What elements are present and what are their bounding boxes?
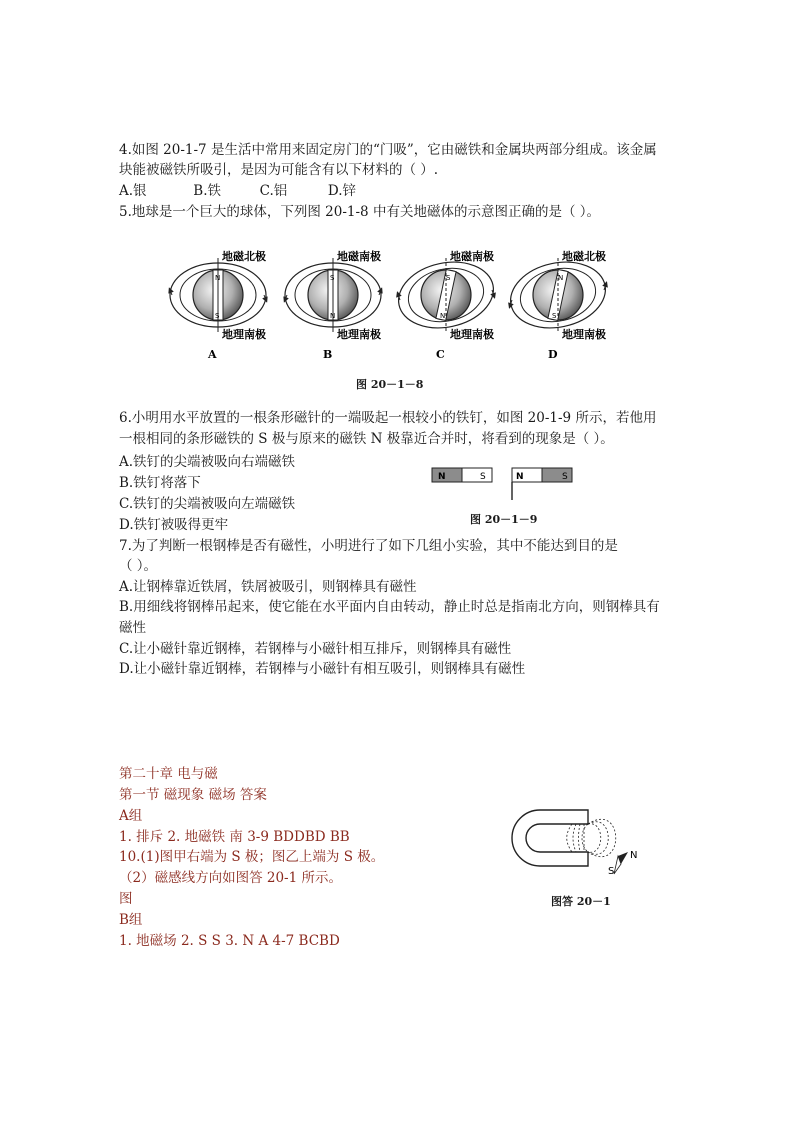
q4-option-c: C.铝 [259,183,288,199]
diagram-c-magnet-bottom: N [440,312,446,320]
q7-option-b-line-1: B.用细线将钢棒吊起来，使它能在水平面内自由转动，静止时总是指南北方向，则钢棒具有 [119,599,660,615]
q4-option-d: D.锌 [327,183,357,199]
q7-option-a: A.让钢棒靠近铁屑，铁屑被吸引，则钢棒具有磁性 [119,579,417,595]
diagram-a-magnet-top: N [215,274,221,282]
q6-line-1: 6.小明用水平放置的一根条形磁针的一端吸起一根较小的铁钉，如图 20-1-9 所示，若他用 [119,410,657,426]
answer-b-line-1: 1. 地磁场 2. S S 3. N A 4-7 BCBD [119,933,340,949]
diagram-a-bottom-label: 地理南极 [222,328,266,341]
q7-option-b-line-2: 磁性 [119,620,146,636]
needle-n-label: N [630,850,638,861]
bar-magnets-diagram [430,464,580,504]
diagram-a-top-label: 地磁北极 [222,250,266,263]
diagram-b [285,249,381,361]
q6-option-d: D.铁钉被吸得更牢 [119,517,229,533]
q4-options [119,181,356,201]
answer-section-title: 第一节 磁现象 磁场 答案 [119,787,267,803]
figure-answer-20-1-caption: 图答 20－1 [551,895,611,908]
figure-20-1-8-caption: 图 20－1－8 [356,378,424,391]
q4-line-2: 块能被磁铁所吸引，是因为可能含有以下材料的（ ）. [119,162,439,178]
diagram-d-bottom-label: 地理南极 [562,328,606,341]
diagram-d-top-label: 地磁北极 [562,250,606,263]
q5-text: 5.地球是一个巨大的球体，下列图 20-1-8 中有关地磁体的示意图正确的是（ ）。 [119,204,600,220]
magnet1-n-label: N [438,472,446,482]
diagram-c-magnet-top: S [446,274,451,282]
diagram-d-magnet-top: N [558,274,564,282]
diagram-c-top-label: 地磁南极 [450,250,494,263]
answer-chapter-title: 第二十章 电与磁 [119,766,218,782]
q7-line-1: 7.为了判断一根钢棒是否有磁性，小明进行了如下几组小实验，其中不能达到目的是 [119,538,618,554]
q6-option-a: A.铁钉的尖端被吸向右端磁铁 [119,454,296,470]
diagram-c-letter: C [436,348,445,361]
answer-a-line-2: 10.(1)图甲右端为 S 极；图乙上端为 S 极。 [119,849,385,865]
q7-option-c: C.让小磁针靠近钢棒，若钢棒与小磁针相互排斥，则钢棒具有磁性 [119,641,512,657]
diagram-b-letter: B [323,348,333,361]
diagram-a [170,249,266,361]
answer-a-line-3: （2）磁感线方向如图答 20-1 所示。 [119,870,343,886]
q4-option-b: B.铁 [193,183,222,199]
q4-option-a: A.银 [119,183,147,199]
diagram-a-magnet-bottom: S [215,312,220,320]
diagram-c-bottom-label: 地理南极 [450,328,494,341]
needle-s-label: S [608,866,615,877]
magnet2-s-label: S [562,472,568,482]
diagram-b-top-label: 地磁南极 [337,250,381,263]
figure-20-1-9-caption: 图 20－1－9 [470,513,538,526]
diagram-d-letter: D [548,348,558,361]
q7-option-d: D.让小磁针靠近钢棒，若钢棒与小磁针有相互吸引，则钢棒具有磁性 [119,661,526,677]
magnet2-n-label: N [516,472,524,482]
q6-option-b: B.铁钉将落下 [119,475,201,491]
answer-a-line-4: 图 [119,891,133,907]
diagram-d [504,249,611,361]
u-magnet-diagram [510,800,660,890]
answer-group-a: A组 [119,808,143,824]
diagram-b-bottom-label: 地理南极 [337,328,381,341]
earth-magnet-diagrams [160,240,620,370]
answer-a-line-1: 1. 排斥 2. 地磁铁 南 3-9 BDDBD BB [119,829,350,845]
diagram-b-magnet-top: S [330,274,335,282]
diagram-c [392,249,499,361]
magnet1-s-label: S [480,472,486,482]
q7-line-2: （ ）。 [119,558,158,574]
diagram-a-letter: A [208,348,217,361]
answer-group-b: B组 [119,912,143,928]
q6-line-2: 一根相同的条形磁铁的 S 极与原来的磁铁 N 极靠近合并时，将看到的现象是（ ）。 [119,431,614,447]
q6-option-c: C.铁钉的尖端被吸向左端磁铁 [119,496,296,512]
q4-line-1: 4.如图 20-1-7 是生活中常用来固定房门的“门吸”，它由磁铁和金属块两部分组成。该金属 [119,142,657,158]
diagram-d-magnet-bottom: S [552,312,557,320]
diagram-b-magnet-bottom: N [330,312,336,320]
